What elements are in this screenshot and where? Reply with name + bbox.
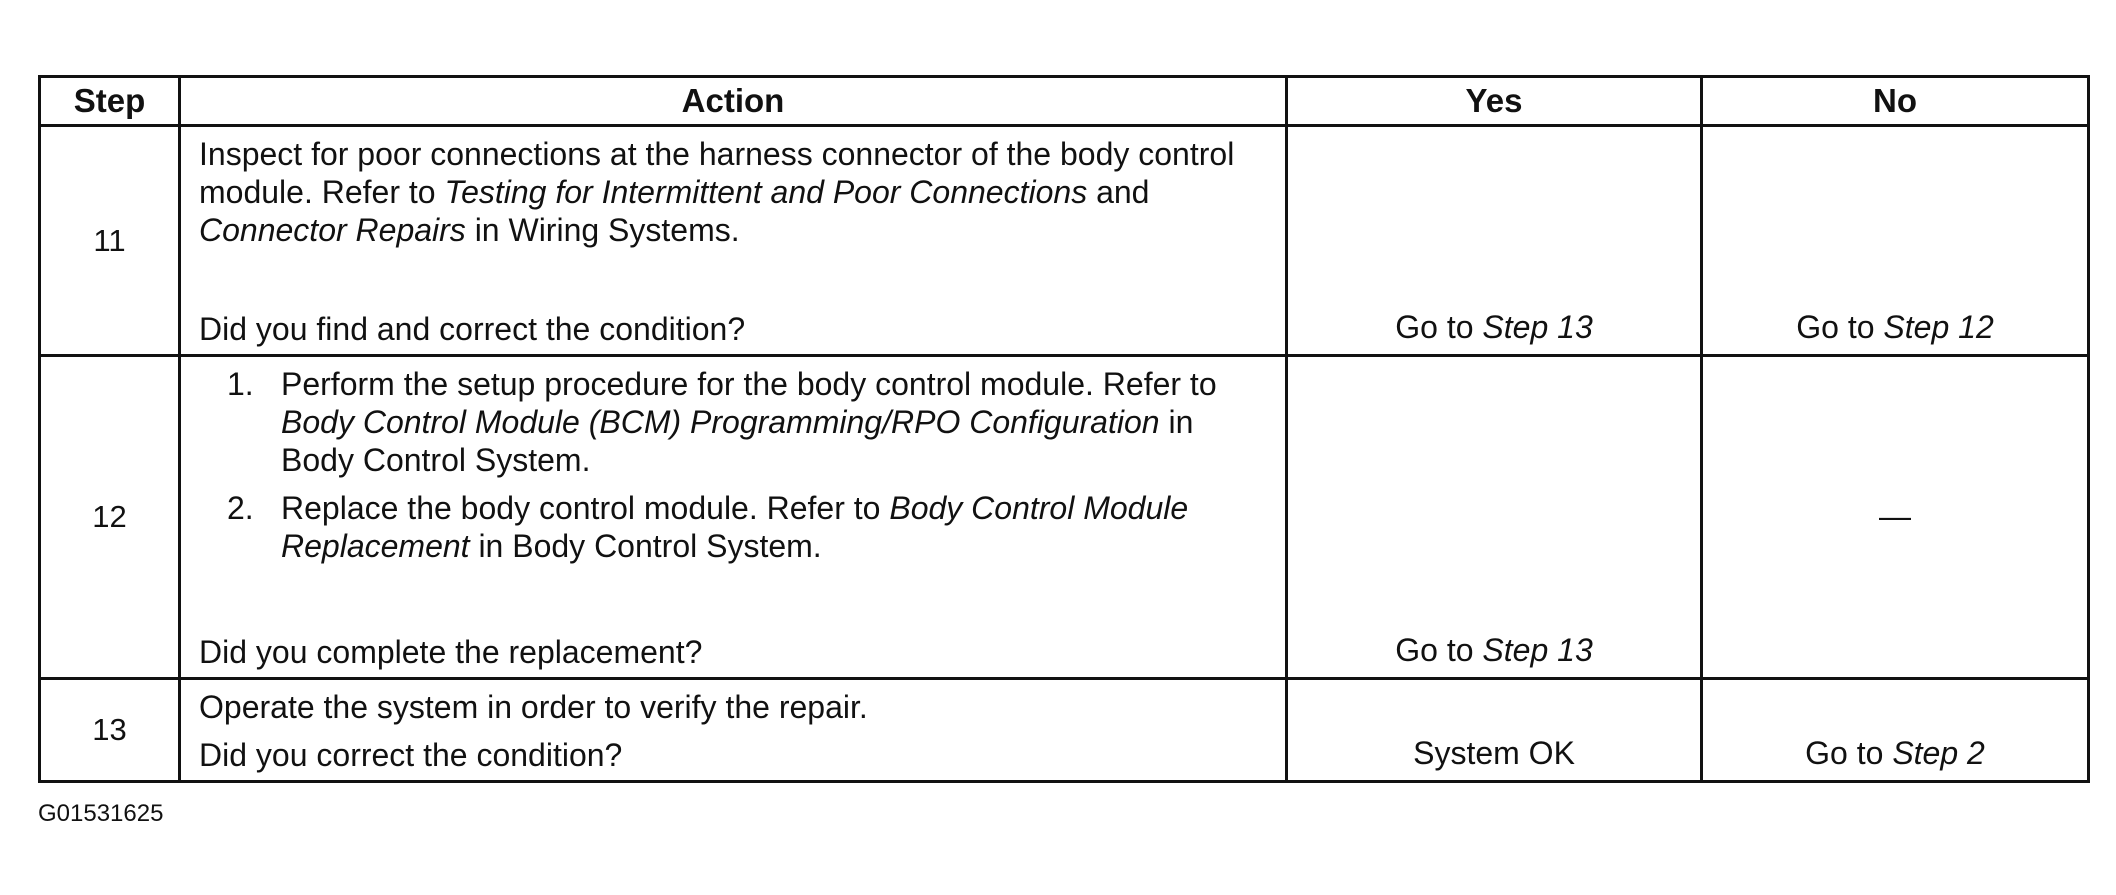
- no-result: —: [1702, 356, 2089, 678]
- action-step-item: 2. Replace the body control module. Refer to Body Control Module Replacement in Body Control System.: [227, 490, 1189, 565]
- header-no: No: [1702, 77, 2089, 126]
- yes-result: Go to Step 13: [1287, 356, 1702, 678]
- step-reference: Step 13: [1482, 631, 1593, 668]
- action-instruction: Operate the system in order to verify the repair.: [199, 688, 868, 725]
- action-cell: [180, 678, 1287, 781]
- reference-link: Body Control Module (BCM) Programming/RPO Configuration: [281, 404, 1160, 441]
- reference-link: Body Control Module Replacement: [281, 490, 1189, 565]
- action-step-item: 1. Perform the setup procedure for the body control module. Refer to Body Control Module (BCM) Programming/RPO Configuration in Body Control System.: [227, 366, 1217, 479]
- no-result: Go to Step 12: [1702, 126, 2089, 356]
- diagnostic-table: [38, 75, 2090, 783]
- header-row: [40, 77, 2089, 126]
- action-step-list: [199, 365, 1269, 575]
- action-question: Did you complete the replacement?: [199, 633, 703, 670]
- yes-result: System OK: [1287, 678, 1702, 781]
- action-cell: [180, 356, 1287, 678]
- table-row-step-13: [40, 678, 2089, 781]
- reference-link: Connector Repairs: [199, 212, 466, 248]
- header-step: Step: [40, 77, 180, 126]
- header-action: Action: [180, 77, 1287, 126]
- step-reference: Step 2: [1892, 735, 1985, 771]
- step-reference: Step 12: [1883, 309, 1994, 346]
- action-question: Did you correct the condition?: [199, 737, 623, 773]
- yes-result: Go to Step 13: [1287, 126, 1702, 356]
- header-yes: Yes: [1287, 77, 1702, 126]
- action-cell: [180, 126, 1287, 356]
- step-reference: Step 13: [1482, 309, 1593, 346]
- step-number: 12: [40, 356, 180, 678]
- table-row-step-11: [40, 126, 2089, 356]
- table-row-step-12: [40, 356, 2089, 678]
- step-number: 13: [40, 678, 180, 781]
- action-instruction: Inspect for poor connections at the harness connector of the body control module. Refer to Testing for Intermittent and Poor Connections and Connector Repairs in Wiring Systems.: [199, 136, 1235, 248]
- figure-id: G01531625: [38, 800, 164, 827]
- step-number: 11: [40, 126, 180, 356]
- action-question: Did you find and correct the condition?: [199, 311, 746, 348]
- no-result: Go to Step 2: [1702, 678, 2089, 781]
- reference-link: Testing for Intermittent and Poor Connections: [444, 174, 1088, 210]
